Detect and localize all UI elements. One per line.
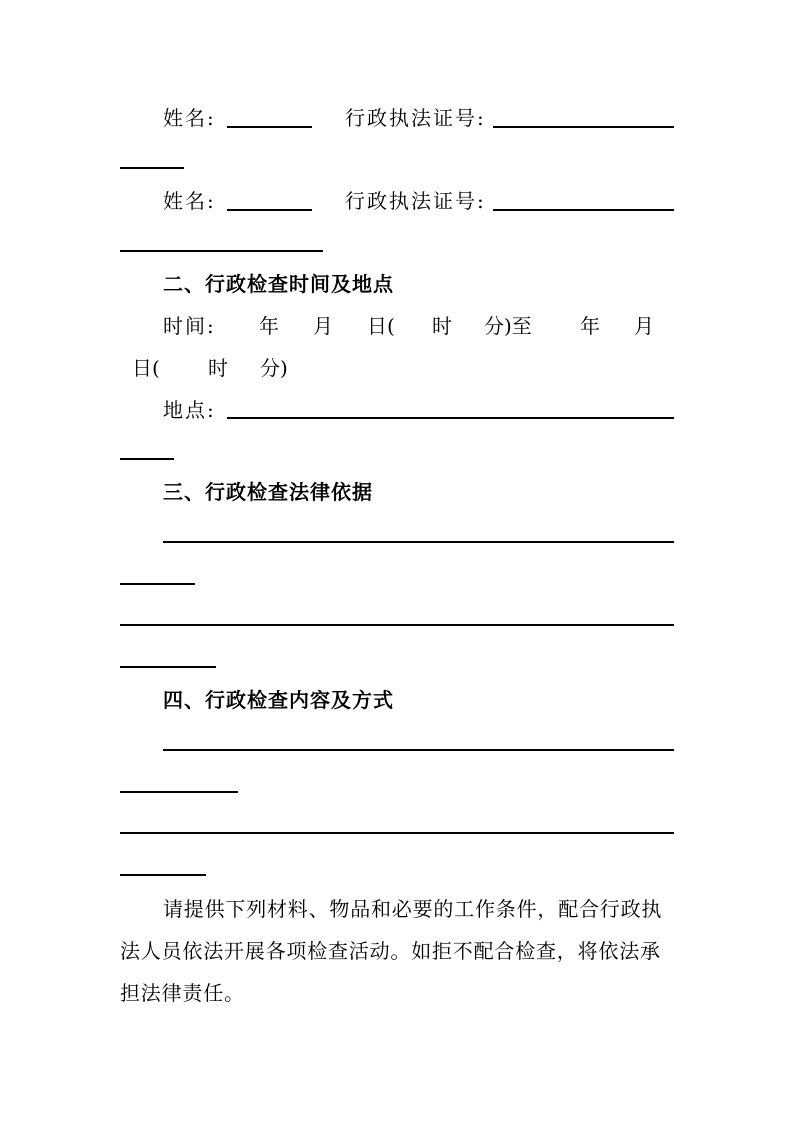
time-year-label: 年	[259, 314, 279, 338]
name-label-2: 姓名:	[163, 189, 216, 213]
time-day-label: 日(	[367, 314, 395, 338]
section-2-heading: 二、行政检查时间及地点	[163, 272, 394, 296]
time-label: 时间:	[163, 314, 216, 338]
legal-basis-line-2[interactable]	[120, 624, 674, 626]
time-minute2-label: 分)	[260, 356, 288, 380]
name-label-1: 姓名:	[163, 106, 216, 130]
notice-line-1: 请提供下列材料、物品和必要的工作条件，配合行政执	[163, 897, 663, 921]
time-year2-label: 年	[580, 314, 600, 338]
content-method-line-2[interactable]	[120, 832, 674, 834]
content-method-line-1[interactable]	[163, 749, 674, 751]
legal-basis-line-2-continued[interactable]	[120, 666, 216, 668]
time-minute-label: 分)至	[484, 314, 532, 338]
cert-label-2: 行政执法证号:	[345, 189, 486, 213]
place-blank[interactable]	[227, 417, 674, 419]
legal-basis-line-1-continued[interactable]	[120, 583, 195, 585]
cert-blank-1-continued[interactable]	[120, 167, 184, 169]
section-4-heading: 四、行政检查内容及方式	[163, 688, 394, 712]
cert-blank-2-continued[interactable]	[120, 250, 323, 252]
cert-label-1: 行政执法证号:	[345, 106, 486, 130]
cert-blank-2[interactable]	[493, 209, 674, 211]
time-month-label: 月	[313, 314, 333, 338]
time-month2-label: 月	[634, 314, 654, 338]
place-label: 地点:	[163, 398, 216, 422]
notice-line-3: 担法律责任。	[120, 981, 245, 1005]
legal-basis-line-1[interactable]	[163, 541, 674, 543]
notice-line-2: 法人员依法开展各项检查活动。如拒不配合检查，将依法承	[120, 939, 661, 963]
name-blank-2[interactable]	[227, 209, 312, 211]
place-blank-continued[interactable]	[120, 458, 174, 460]
time-hour-label: 时	[432, 314, 452, 338]
cert-blank-1[interactable]	[493, 126, 674, 128]
time-hour2-label: 时	[208, 356, 228, 380]
name-blank-1[interactable]	[227, 126, 312, 128]
content-method-line-1-continued[interactable]	[120, 791, 238, 793]
content-method-line-2-continued[interactable]	[120, 874, 206, 876]
section-3-heading: 三、行政检查法律依据	[163, 480, 373, 504]
time-day2-label: 日(	[132, 356, 160, 380]
